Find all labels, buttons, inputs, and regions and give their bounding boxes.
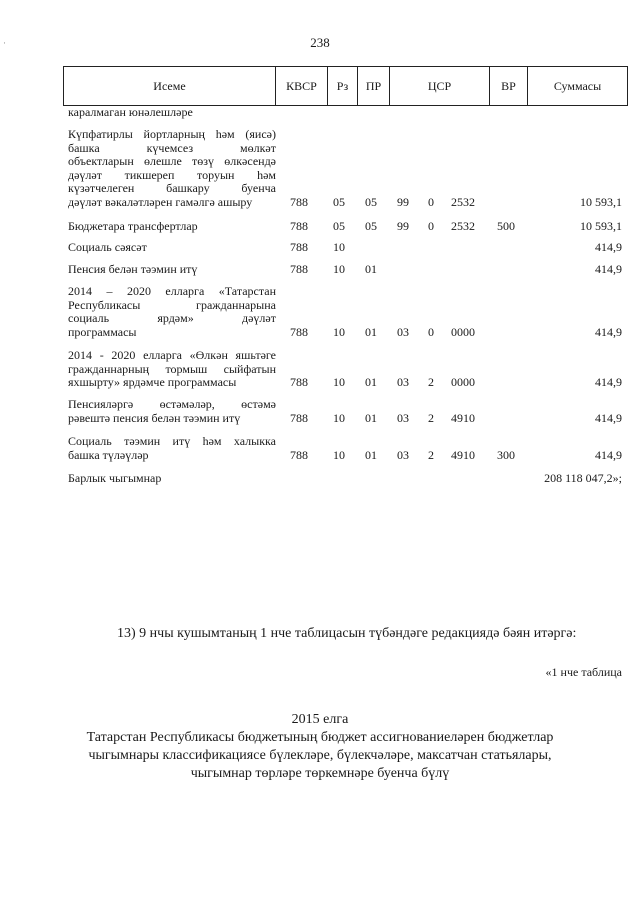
header-rz: Рз <box>328 67 358 105</box>
row-name-line: объектларын өлешле төзү өлкәсендә <box>68 154 276 168</box>
cell-csr1: 03 <box>397 410 409 425</box>
cell-rz: 05 <box>333 219 345 233</box>
cell-sum: 414,9 <box>595 240 622 254</box>
cell-pr: 01 <box>365 324 377 339</box>
cell-rz: 10 <box>333 447 345 462</box>
cell-rz: 05 <box>333 194 345 209</box>
year-heading: 2015 елга <box>291 712 349 727</box>
cell-pr: 05 <box>365 194 377 209</box>
cell-csr3: 2532 <box>451 194 475 209</box>
cell-pr: 01 <box>365 262 377 276</box>
continued-text: каралмаган юнәлешләре <box>68 105 193 119</box>
cell-rz: 10 <box>333 410 345 425</box>
header-csr: ЦСР <box>390 67 490 105</box>
cell-csr1: 03 <box>397 324 409 339</box>
table-header <box>63 66 628 106</box>
cell-sum: 10 593,1 <box>580 219 622 233</box>
cell-csr2: 2 <box>428 410 434 425</box>
row-name-line: башка күчемсез мөлкәт <box>68 140 276 155</box>
header-pr: ПР <box>358 67 390 105</box>
row-name-line: дәүләт вәкаләтләрен гамәлгә ашыру <box>68 194 253 209</box>
cell-kvsr: 788 <box>290 447 308 462</box>
row-name-line: Республикасы гражданнарына <box>68 297 276 312</box>
cell-kvsr: 788 <box>290 219 308 233</box>
cell-rz: 10 <box>333 324 345 339</box>
row-name <box>68 220 276 234</box>
cell-pr: 01 <box>365 375 377 389</box>
row-name <box>68 435 276 462</box>
cell-vr: 500 <box>497 219 515 233</box>
header-vr: ВР <box>490 67 528 105</box>
row-name <box>68 398 276 425</box>
row-name-line: яхшырту» ярдәмче программасы <box>68 375 237 389</box>
row-name-line: Күпфатирлы йортларның һәм (яисә) <box>68 127 276 141</box>
row-name-line: гражданнарның тормыш сыйфатын <box>68 361 276 376</box>
cell-csr2: 2 <box>428 447 434 462</box>
row-name <box>68 241 276 255</box>
header-kvsr: КВСР <box>276 67 328 105</box>
cell-csr2: 0 <box>428 324 434 339</box>
cell-csr3: 2532 <box>451 219 475 233</box>
cell-csr1: 03 <box>397 375 409 389</box>
cell-csr1: 99 <box>397 219 409 233</box>
row-name-line: Бюджетара трансфертлар <box>68 219 198 233</box>
header-sum: Суммасы <box>553 79 602 93</box>
cell-kvsr: 788 <box>290 194 308 209</box>
cell-rz: 10 <box>333 240 345 254</box>
title-line-2: чыгымнары классификациясе бүлекләре, бүлекчәләре, максатчан статьялары, <box>88 748 552 763</box>
title-line-1: Татарстан Республикасы бюджетының бюджет ассигнованиеләрен бюджетлар <box>86 730 554 745</box>
row-name-line: күзәтчелеген башкару буенча <box>68 181 276 195</box>
cell-sum: 414,9 <box>595 410 622 425</box>
row-name-line: 2014 - 2020 елларга «Өлкән яшьтәге <box>68 348 276 362</box>
row-name-line: Пенсияләргә өстәмәләр, өстәмә <box>68 397 276 411</box>
row-name <box>68 128 276 209</box>
cell-sum: 414,9 <box>595 324 622 339</box>
cell-kvsr: 788 <box>290 324 308 339</box>
row-name-line: рәвештә пенсия белән тәэмин итү <box>68 410 241 425</box>
cell-csr1: 03 <box>397 447 409 462</box>
total-label: Барлык чыгымнар <box>68 471 162 485</box>
cell-csr3: 0000 <box>451 324 475 339</box>
cell-sum: 414,9 <box>595 375 622 389</box>
cell-csr2: 2 <box>428 375 434 389</box>
cell-pr: 01 <box>365 410 377 425</box>
cell-pr: 05 <box>365 219 377 233</box>
cell-csr2: 0 <box>428 194 434 209</box>
cell-vr: 300 <box>497 447 515 462</box>
row-name-line: Социаль сәясәт <box>68 240 147 254</box>
cell-rz: 10 <box>333 262 345 276</box>
cell-kvsr: 788 <box>290 240 308 254</box>
header-name: Исеме <box>64 67 276 105</box>
page-number: 238 <box>310 35 330 50</box>
cell-sum: 10 593,1 <box>580 194 622 209</box>
row-name-line: Пенсия белән тәэмин итү <box>68 262 198 276</box>
row-name-line: 2014 – 2020 елларга «Татарстан <box>68 284 276 298</box>
cell-csr1: 99 <box>397 194 409 209</box>
instruction-text: 13) 9 нчы кушымтаның 1 нче таблицасын түбәндәге редакциядә бәян итәргә: <box>117 626 577 641</box>
cell-kvsr: 788 <box>290 262 308 276</box>
cell-csr3: 4910 <box>451 447 475 462</box>
margin-mark: · <box>3 38 6 48</box>
title-line-3: чыгымнар төрләре төркемнәре буенча бүлү <box>190 766 450 781</box>
row-name-line: башка түләүләр <box>68 447 149 462</box>
row-name-line: Социаль тәэмин итү һәм халыкка <box>68 434 276 448</box>
row-name-line: дәүләт тикшереп торуын һәм <box>68 167 276 182</box>
cell-sum: 414,9 <box>595 447 622 462</box>
cell-pr: 01 <box>365 447 377 462</box>
row-name <box>68 349 276 390</box>
cell-rz: 10 <box>333 375 345 389</box>
row-name-line: социаль ярдәм» дәүләт <box>68 311 276 325</box>
cell-sum: 414,9 <box>595 262 622 276</box>
cell-csr2: 0 <box>428 219 434 233</box>
table-reference: «1 нче таблица <box>545 665 622 679</box>
total-sum: 208 118 047,2»; <box>544 471 622 485</box>
cell-csr3: 4910 <box>451 410 475 425</box>
cell-csr3: 0000 <box>451 375 475 389</box>
row-name-line: программасы <box>68 324 137 339</box>
row-name <box>68 285 276 339</box>
cell-kvsr: 788 <box>290 410 308 425</box>
row-name <box>68 263 276 277</box>
cell-kvsr: 788 <box>290 375 308 389</box>
